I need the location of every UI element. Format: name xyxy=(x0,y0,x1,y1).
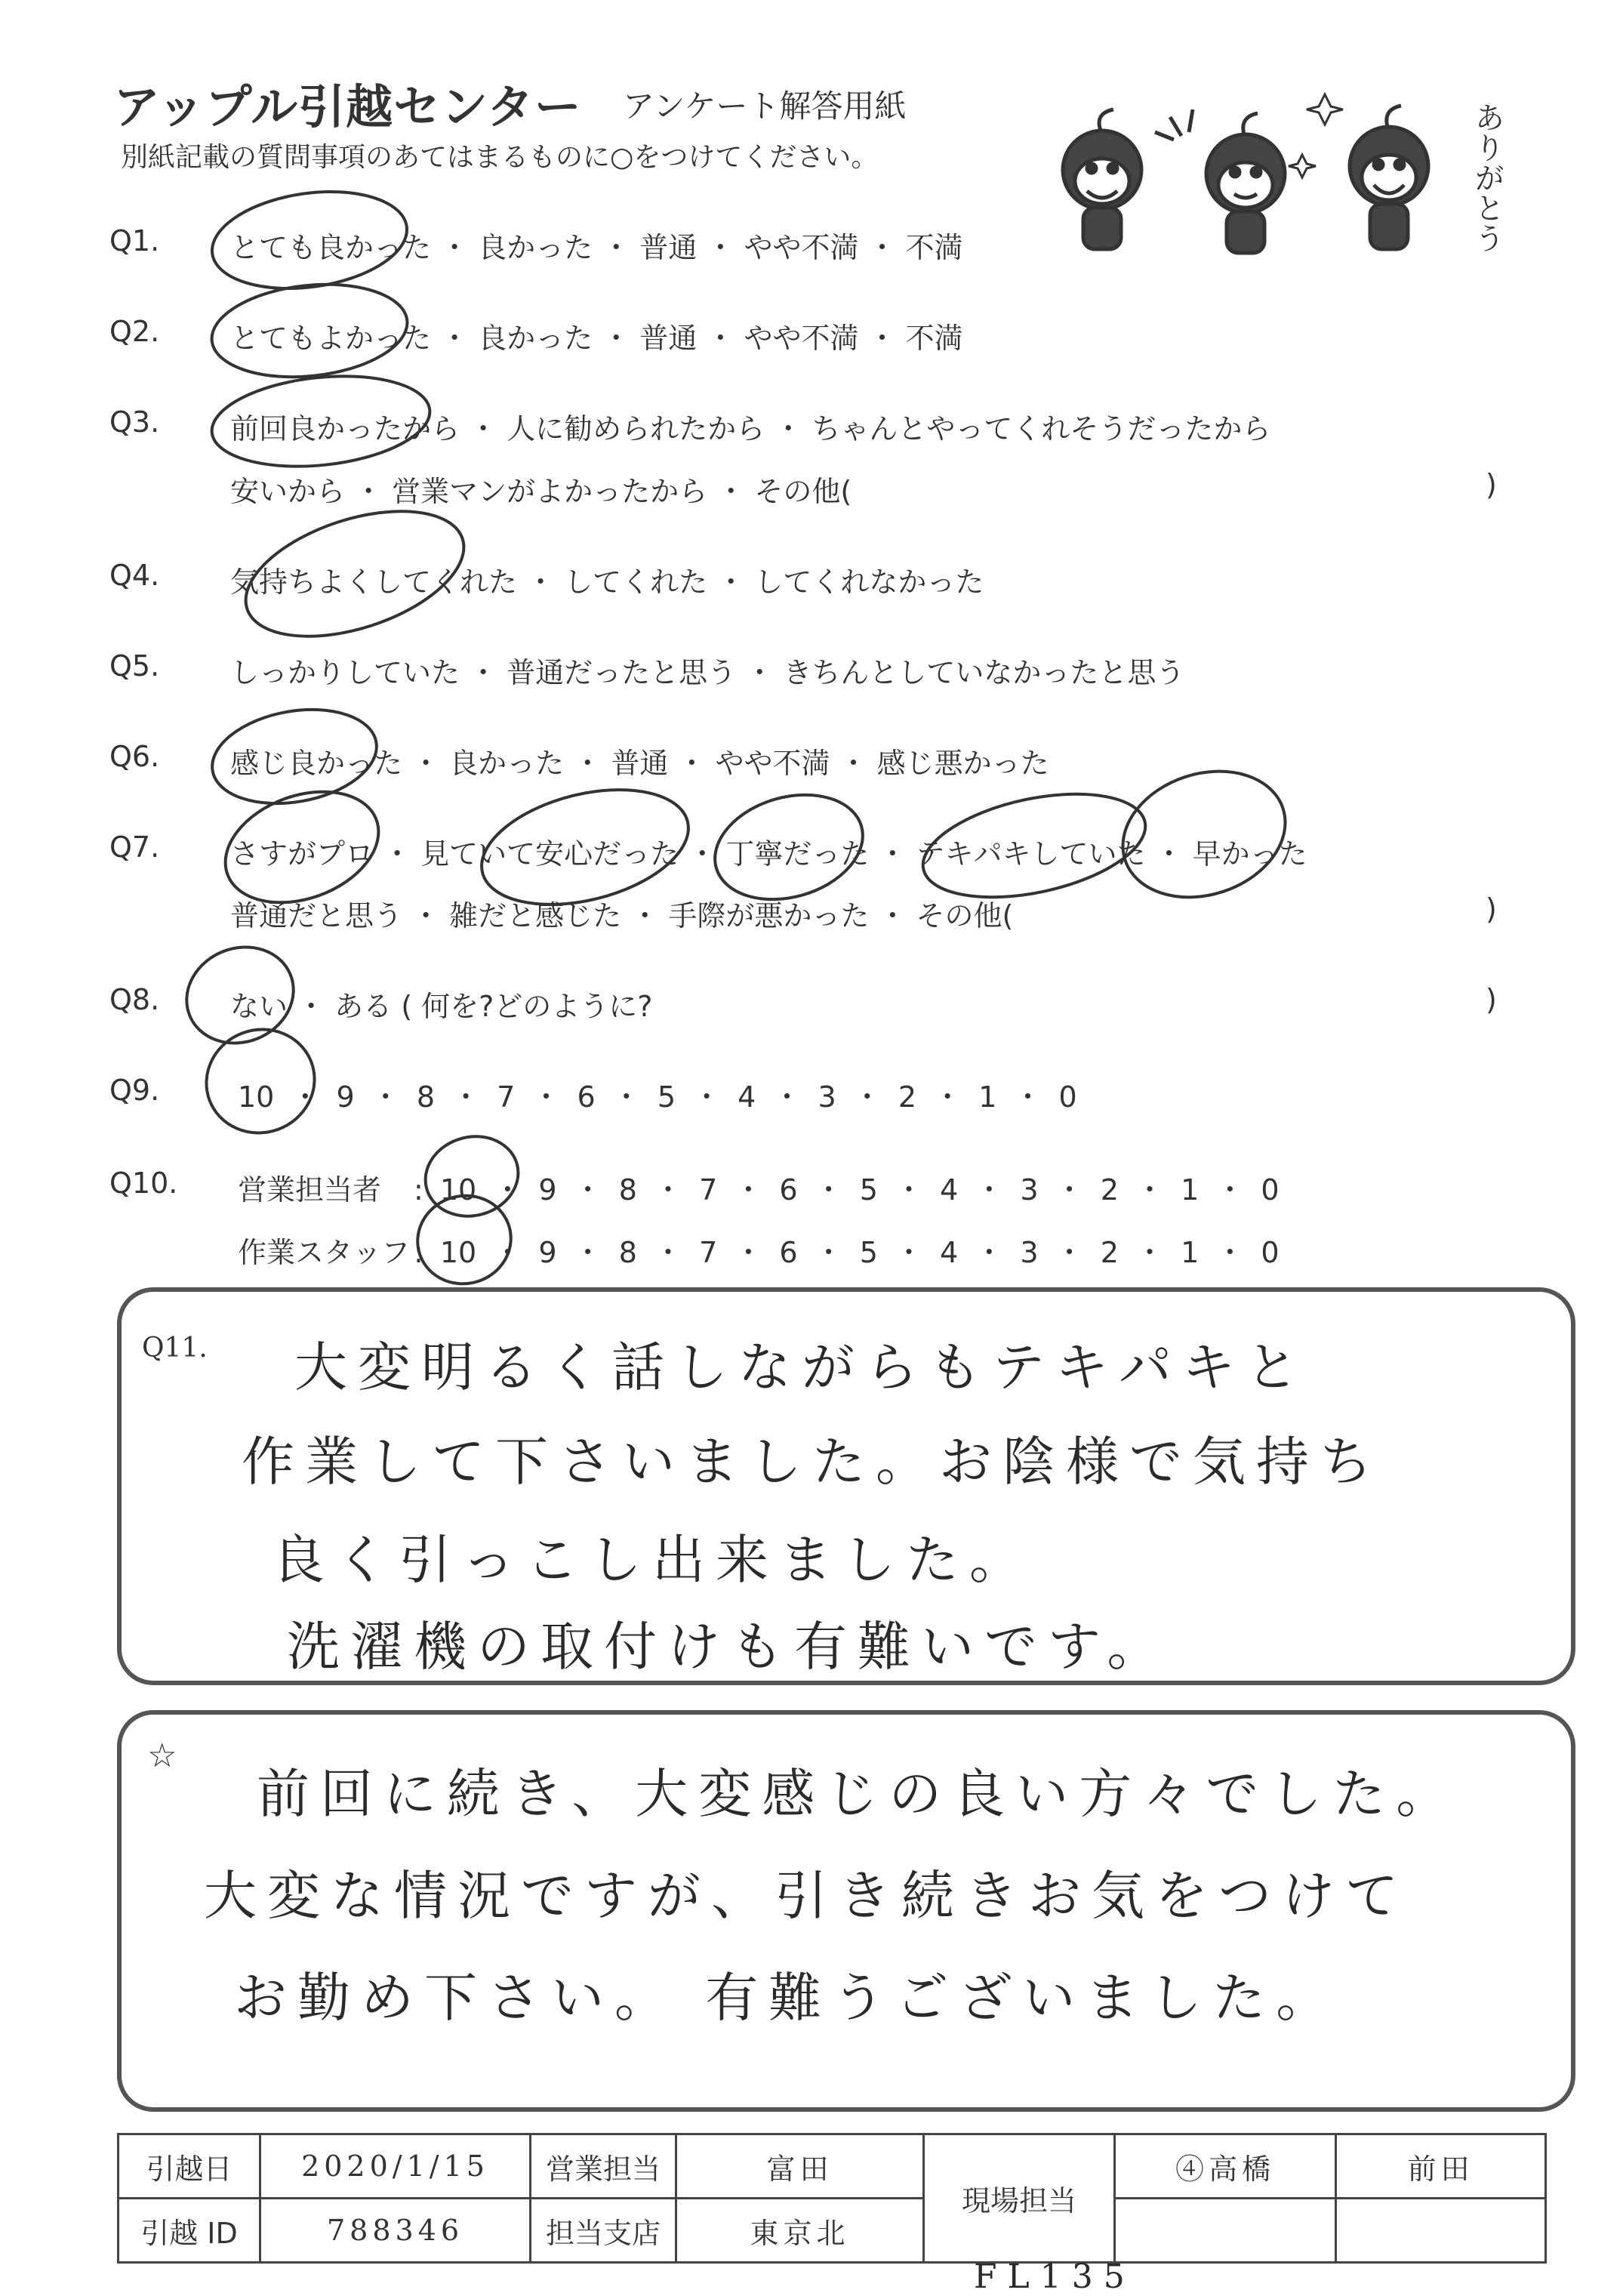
page-title: アップル引越センター xyxy=(113,79,582,134)
q8-close-paren: ) xyxy=(1486,983,1497,1016)
q6-options[interactable]: 感じ良かった ・ 良かった ・ 普通 ・ やや不満 ・ 感じ悪かった xyxy=(230,747,1049,780)
q2-options[interactable]: とてもよかった ・ 良かった ・ 普通 ・ やや不満 ・ 不満 xyxy=(230,322,963,355)
q10-staff-scale[interactable]: : 10 ・ 9 ・ 8 ・ 7 ・ 6 ・ 5 ・ 4 ・ 3 ・ 2 ・ 1 ・ 0 xyxy=(414,1236,1280,1269)
monkey-2-icon xyxy=(1206,113,1285,253)
q1-options[interactable]: とても良かった ・ 良かった ・ 普通 ・ やや不満 ・ 不満 xyxy=(230,231,963,264)
footer-handwritten-note: FL135 xyxy=(974,2257,1135,2296)
move-date-label: 引越日 xyxy=(119,2134,260,2199)
move-id-value[interactable]: 788346 xyxy=(260,2199,531,2263)
q11-line-1: 大変明るく話しながらもテキパキと xyxy=(294,1336,1309,1398)
q9-label: Q9. xyxy=(109,1074,160,1107)
q3-options-line1[interactable]: 前回良かったから ・ 人に勧められたから ・ ちゃんとやってくれそうだったから xyxy=(230,412,1271,445)
mascot-caption: ありがとう xyxy=(1470,102,1504,253)
q7-options-line1[interactable]: さすがプロ ・ 見ていて安心だった ・ 丁寧だった ・ テキパキしていた ・ 早かった xyxy=(230,837,1307,871)
q10-label: Q10. xyxy=(109,1166,178,1200)
comment-line-3: お勤め下さい。 有難うございました。 xyxy=(234,1967,1340,2029)
q7-options-line2[interactable]: 普通だと思う ・ 雑だと感じた ・ 手際が悪かった ・ その他( xyxy=(230,899,1014,932)
monkey-1-icon xyxy=(1063,109,1141,249)
page-subtitle: アンケート解答用紙 xyxy=(623,88,907,125)
move-date-value[interactable]: 2020/1/15 xyxy=(260,2134,531,2199)
sales-rep-label: 営業担当 xyxy=(531,2134,676,2199)
star-icon: ☆ xyxy=(147,1737,177,1775)
q5-options[interactable]: しっかりしていた ・ 普通だったと思う ・ きちんとしていなかったと思う xyxy=(230,656,1185,689)
comment-line-2: 大変な情況ですが、引き続きお気をつけて xyxy=(204,1865,1409,1927)
q4-options[interactable]: 気持ちよくしてくれた ・ してくれた ・ してくれなかった xyxy=(230,566,984,599)
q3-options-line2[interactable]: 安いから ・ 営業マンがよかったから ・ その他( xyxy=(230,475,852,508)
comment-line-1: 前回に続き、大変感じの良い方々でした。 xyxy=(257,1763,1460,1825)
q6-label: Q6. xyxy=(109,740,160,773)
monkey-3-icon xyxy=(1350,106,1428,249)
q11-label: Q11. xyxy=(142,1333,208,1364)
q11-line-3: 良く引っこし出来ました。 xyxy=(272,1529,1033,1591)
q11-line-2: 作業して下さいました。お陰様で気持ち xyxy=(242,1431,1383,1493)
field-staff-label: 現場担当 xyxy=(924,2134,1115,2263)
move-id-label: 引越 ID xyxy=(119,2199,260,2263)
field-staff-extra-cell-2[interactable] xyxy=(1336,2199,1546,2263)
instruction-text: 別紙記載の質問事項のあてはまるものに○をつけてください。 xyxy=(121,142,879,173)
q2-label: Q2. xyxy=(109,315,160,348)
q3-close-paren: ) xyxy=(1486,468,1497,501)
q10-sales-label: 営業担当者 xyxy=(238,1173,382,1207)
q3-label: Q3. xyxy=(109,405,160,439)
sales-rep-value[interactable]: 富田 xyxy=(676,2134,924,2199)
branch-value[interactable]: 東京北 xyxy=(676,2199,924,2263)
q7-close-paren: ) xyxy=(1486,892,1497,926)
q5-label: Q5. xyxy=(109,649,160,683)
q8-options[interactable]: ない ・ ある ( 何を?どのように? xyxy=(230,990,653,1023)
q11-line-4: 洗濯機の取付けも有難いです。 xyxy=(287,1616,1171,1678)
q10-sales-scale[interactable]: : 10 ・ 9 ・ 8 ・ 7 ・ 6 ・ 5 ・ 4 ・ 3 ・ 2 ・ 1 ・ 0 xyxy=(414,1173,1280,1207)
q1-label: Q1. xyxy=(109,224,160,257)
field-staff-extra-cell-1[interactable] xyxy=(1115,2199,1336,2263)
q9-scale[interactable]: 10 ・ 9 ・ 8 ・ 7 ・ 6 ・ 5 ・ 4 ・ 3 ・ 2 ・ 1 ・ 0 xyxy=(238,1080,1077,1114)
monkey-mascots-illustration xyxy=(1042,72,1510,268)
move-info-table xyxy=(117,2133,1547,2264)
field-staff-1-value[interactable]: ④高橋 xyxy=(1115,2134,1336,2199)
q10-staff-label: 作業スタッフ xyxy=(238,1236,411,1269)
q7-label: Q7. xyxy=(109,831,160,864)
field-staff-2-value[interactable]: 前田 xyxy=(1336,2134,1546,2199)
q8-label: Q8. xyxy=(109,983,160,1016)
branch-label: 担当支店 xyxy=(531,2199,676,2263)
q4-label: Q4. xyxy=(109,559,160,592)
